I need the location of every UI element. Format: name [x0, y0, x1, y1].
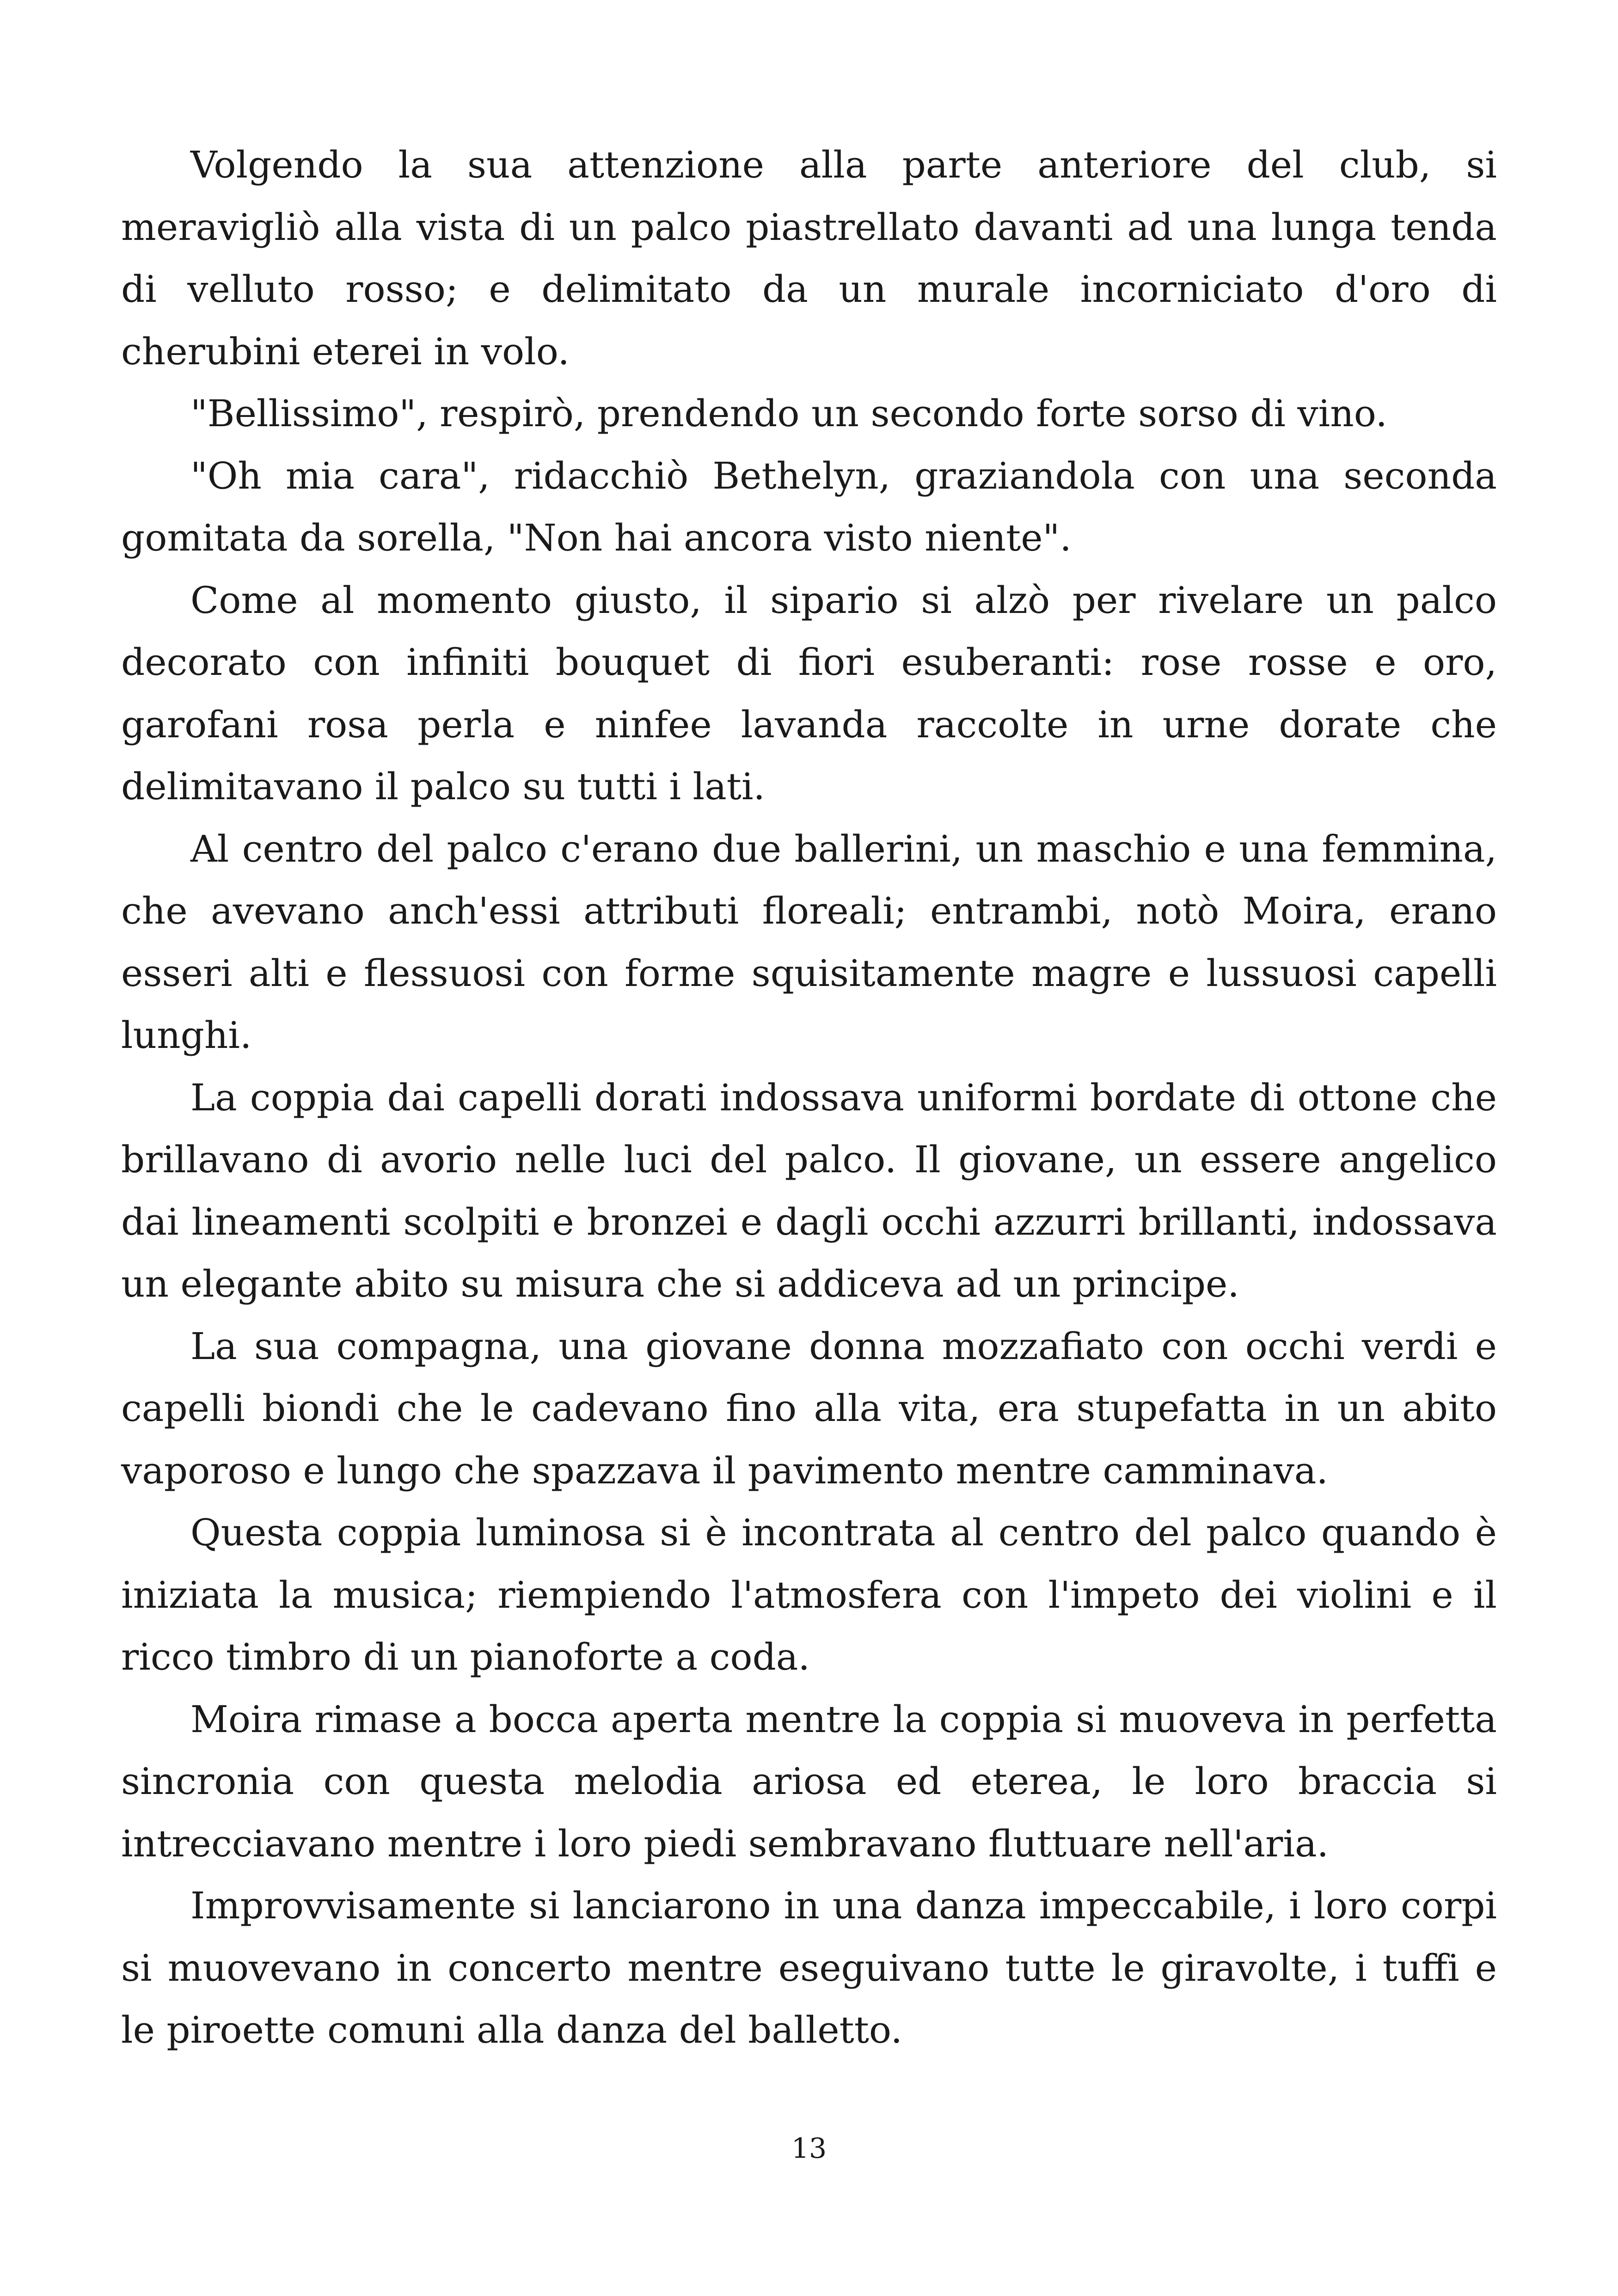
paragraph: Come al momento giusto, il sipario si alzò per rivelare un palco decorato con infiniti bouquet di fiori esuberanti: rose rosse e oro, garofani rosa perla e ninfee lavanda raccolte in urne dorate che delimitavano il palco su tutti i lati.: [121, 578, 1497, 808]
paragraph: Al centro del palco c'erano due ballerini, un maschio e una femmina, che avevano anch'essi attributi floreali; entrambi, notò Moira, erano esseri alti e flessuosi con forme squisitamente magre e lussuosi capelli lunghi.: [121, 827, 1497, 1057]
paragraph: Moira rimase a bocca aperta mentre la coppia si muoveva in perfetta sincronia con questa melodia ariosa ed eterea, le loro braccia si intrecciavano mentre i loro piedi sembravano fluttuare nell'aria.: [121, 1697, 1497, 1865]
body-text: [121, 134, 1497, 2062]
page-number: 13: [791, 2132, 827, 2165]
paragraph: Improvvisamente si lanciarono in una danza impeccabile, i loro corpi si muovevano in concerto mentre eseguivano tutte le giravolte, i tuffi e le piroette comuni alla danza del balletto.: [121, 1884, 1497, 2051]
paragraph: Volgendo la sua attenzione alla parte anteriore del club, si meravigliò alla vista di un palco piastrellato davanti ad una lunga tenda di velluto rosso; e delimitato da un murale incorniciato d'oro di cherubini eterei in volo.: [121, 143, 1497, 373]
paragraph: La coppia dai capelli dorati indossava uniformi bordate di ottone che brillavano di avorio nelle luci del palco. Il giovane, un essere angelico dai lineamenti scolpiti e bronzei e dagli occhi azzurri brillanti, indossava un elegante abito su misura che si addiceva ad un principe.: [121, 1076, 1497, 1305]
paragraph: "Oh mia cara", ridacchiò Bethelyn, graziandola con una seconda gomitata da sorella, "Non hai ancora visto niente".: [121, 454, 1497, 559]
paragraph: "Bellissimo", respirò, prendendo un secondo forte sorso di vino.: [190, 392, 1387, 435]
paragraph: Questa coppia luminosa si è incontrata al centro del palco quando è iniziata la musica; riempiendo l'atmosfera con l'impeto dei violini e il ricco timbro di un pianoforte a coda.: [121, 1511, 1497, 1678]
paragraph: La sua compagna, una giovane donna mozzafiato con occhi verdi e capelli biondi che le cadevano fino alla vita, era stupefatta in un abito vaporoso e lungo che spazzava il pavimento mentre camminava.: [121, 1324, 1497, 1492]
